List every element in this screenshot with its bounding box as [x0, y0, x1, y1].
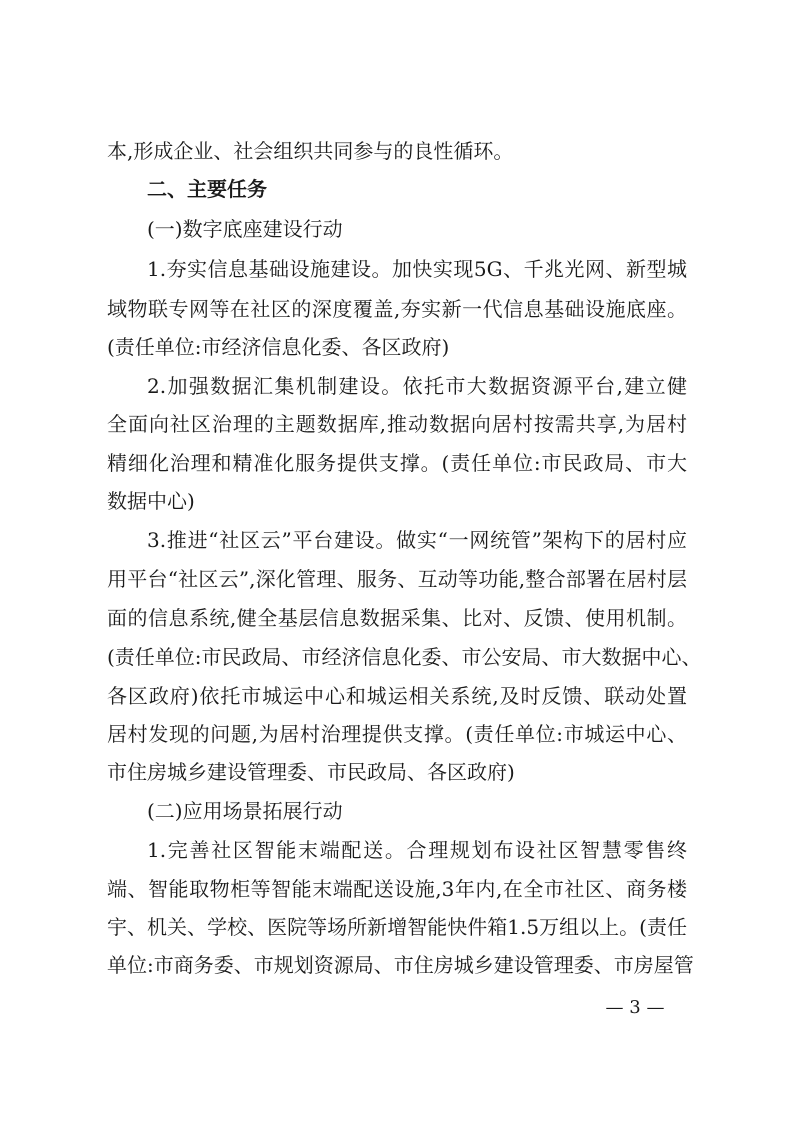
paragraph-line: 居村发现的问题,为居村治理提供支撑。(责任单位:市城运中心、 — [107, 722, 687, 746]
paragraph-line: 域物联专网等在社区的深度覆盖,夯实新一代信息基础设施底座。 — [107, 297, 687, 321]
paragraph-line: 面的信息系统,健全基层信息数据采集、比对、反馈、使用机制。 — [107, 606, 687, 630]
paragraph-line: 1.完善社区智能末端配送。合理规划布设社区智慧零售终 — [147, 838, 687, 862]
paragraph-line: (责任单位:市民政局、市经济信息化委、市公安局、市大数据中心、 — [107, 645, 702, 669]
paragraph-line: 各区政府)依托市城运中心和城运相关系统,及时反馈、联动处置 — [107, 684, 687, 708]
paragraph-line: (责任单位:市经济信息化委、各区政府) — [107, 335, 450, 359]
paragraph-line: 2.加强数据汇集机制建设。依托市大数据资源平台,建立健 — [147, 374, 687, 398]
paragraph-line: 1.夯实信息基础设施建设。加快实现5G、千兆光网、新型城 — [147, 257, 687, 281]
paragraph-line: 精细化治理和精准化服务提供支撑。(责任单位:市民政局、市大 — [107, 451, 687, 475]
subsection-heading: (二)应用场景拓展行动 — [147, 799, 343, 823]
paragraph-line: 单位:市商务委、市规划资源局、市住房城乡建设管理委、市房屋管 — [107, 953, 694, 977]
paragraph-line: 市住房城乡建设管理委、市民政局、各区政府) — [107, 760, 515, 784]
paragraph-line: 3.推进“社区云”平台建设。做实“一网统管”架构下的居村应 — [147, 528, 687, 552]
page-number: — 3 — — [605, 997, 665, 1018]
paragraph-line: 数据中心) — [107, 489, 195, 513]
paragraph-line: 本,形成企业、社会组织共同参与的良性循环。 — [107, 139, 514, 163]
paragraph-line: 用平台“社区云”,深化管理、服务、互动等功能,整合部署在居村层 — [107, 567, 687, 591]
subsection-heading: (一)数字底座建设行动 — [147, 217, 343, 241]
paragraph-line: 全面向社区治理的主题数据库,推动数据向居村按需共享,为居村 — [107, 412, 687, 436]
paragraph-line: 宇、机关、学校、医院等场所新增智能快件箱1.5万组以上。(责任 — [107, 915, 687, 939]
section-heading: 二、主要任务 — [147, 177, 267, 201]
paragraph-line: 端、智能取物柜等智能末端配送设施,3年内,在全市社区、商务楼 — [107, 877, 687, 901]
